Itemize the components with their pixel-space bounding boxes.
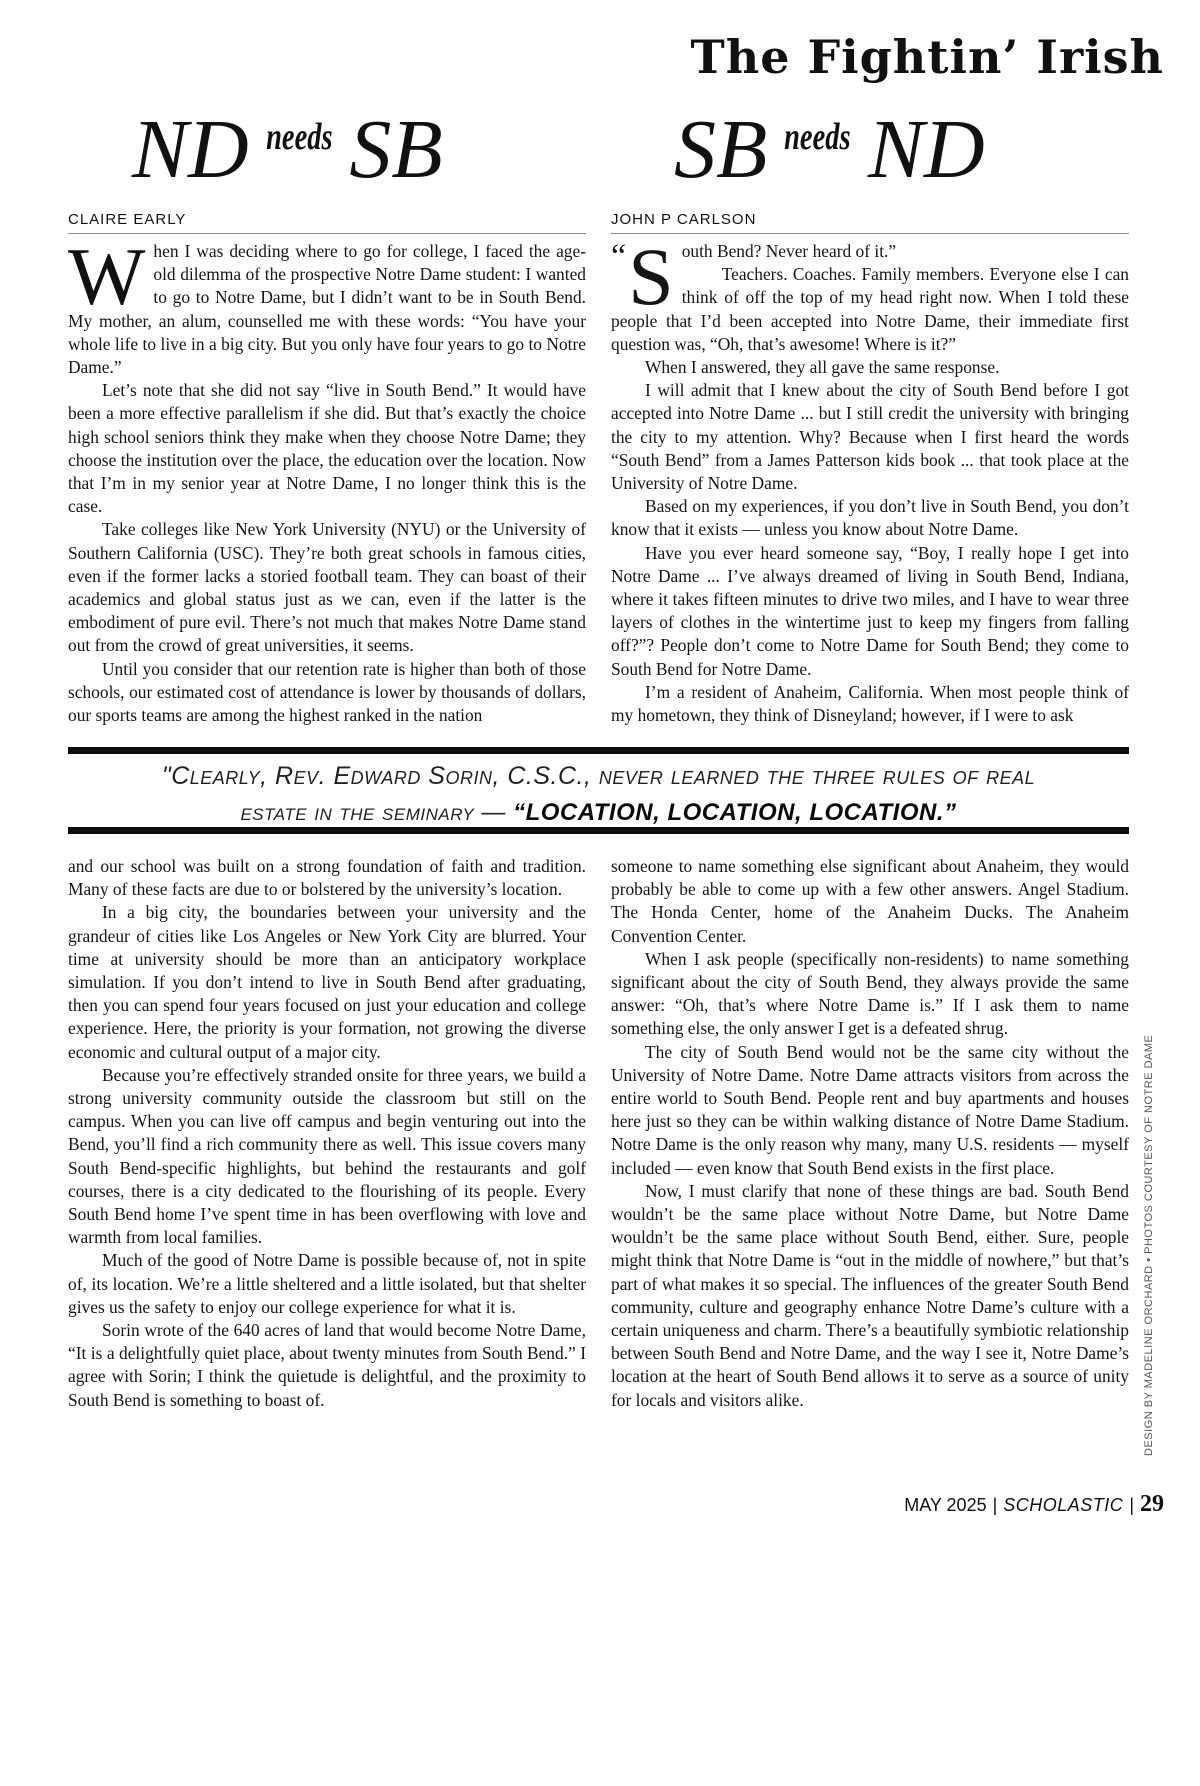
headline-left-b: SB	[349, 103, 443, 196]
paragraph: Based on my experiences, if you don’t live in South Bend, you don’t know that it exists — unless you know about Notre Dame.	[611, 496, 1129, 540]
headline-right-mid: needs	[784, 116, 851, 158]
paragraph: Now, I must clarify that none of these things are bad. South Bend wouldn’t be the same place without Notre Dame, but Notre Dame wouldn’t be the same place without South Bend, either. Sure, people might think that Notre Dame is “out in the middle of nowhere,” but that’s part of what makes it so special. The influences of the greater South Bend community, culture and geography enhance Notre Dame’s culture with a certain uniqueness and charm. There’s a beautifully symbiotic relationship between South Bend and Notre Dame, and the way I see it, Notre Dame’s location at the heart of South Bend allows it to serve as a source of unity for locals and visitors alike.	[611, 1180, 1129, 1410]
article-left-top	[68, 231, 586, 727]
article-right-top	[611, 231, 1129, 727]
paragraph-text: hen I was deciding where to go for college, I faced the age-old dilemma of the prospective Notre Dame student: I wanted to go to Notre Dame, but I didn’t want to be in South Bend. My mother, an alum, counselled me with these words: “You have your whole life to live in a big city. But you only have four years to go to Notre Dame.”	[68, 241, 586, 378]
paragraph-text: Teachers. Coaches. Family members. Everyone else I can think of off the top of my head right now. When I told these people that I’d been accepted into Notre Dame, their immediate first question was, “Oh, that’s awesome! Where is it?”	[611, 264, 1129, 354]
paragraph: I’m a resident of Anaheim, California. When most people think of my hometown, they think of Disneyland; however, if I were to ask	[611, 681, 1129, 726]
pull-quote-line-2	[68, 795, 1129, 830]
paragraph: When I answered, they all gave the same response.	[645, 357, 1000, 378]
paragraph	[611, 231, 1129, 356]
headline-right	[674, 103, 985, 204]
paragraph-text: outh Bend? Never heard of it.”	[681, 241, 897, 261]
page-number: 29	[1140, 1491, 1164, 1517]
paragraph: When I ask people (specifically non-residents) to name something significant about the city of South Bend, they always provide the same answer: “Oh, that’s where Notre Dame is.” If I ask them to name something else, the only answer I get is a defeated shrug.	[611, 948, 1129, 1039]
byline-rule-right	[611, 233, 1129, 234]
photo-credit: DESIGN BY MADELINE ORCHARD • PHOTOS COURTESY OF NOTRE DAME	[1143, 1034, 1155, 1456]
drop-cap: S	[628, 231, 674, 322]
pull-quote-bottom-bar	[68, 827, 1129, 834]
page-footer	[904, 1491, 1164, 1518]
pull-quote-emphasis: “LOCATION, LOCATION, LOCATION.”	[513, 799, 957, 826]
pull-quote-lead: estate in the seminary —	[240, 799, 514, 826]
paragraph: Have you ever heard someone say, “Boy, I really hope I get into Notre Dame ... I’ve always dreamed of living in South Bend, Indiana, where it takes fifteen minutes to drive two miles, and I have to wear three layers of clothes in the wintertime just to keep my fingers from falling off?”? People don’t come to Notre Dame for South Bend; they come to South Bend for Notre Dame.	[611, 542, 1129, 679]
headline-left	[132, 103, 443, 204]
byline-left: CLAIRE EARLY	[68, 211, 187, 228]
paragraph: I will admit that I knew about the city of South Bend before I got accepted into Notre Dame ... but I still credit the university with bringing the city to my attention. Why? Because when I first heard the words “South Bend” from a James Patterson kids book ... that took place at the University of Notre Dame.	[611, 380, 1129, 494]
paragraph: and our school was built on a strong foundation of faith and tradition. Many of these facts are due to or bolstered by the university’s location.	[68, 856, 586, 900]
headline-right-a: SB	[674, 103, 768, 196]
article-right-bottom	[611, 855, 1129, 1412]
article-left-bottom	[68, 855, 586, 1412]
paragraph: Because you’re effectively stranded onsite for three years, we build a strong university community outside the classroom but still on the campus. When you can live off campus and begin venturing out into the Bend, you’ll find a rich community there as well. This issue covers many South Bend-specific highlights, but behind the restaurants and golf courses, there is a city dedicated to the flourishing of its people. Every South Bend home I’ve spent time in has been overflowing with love and warmth from local families.	[68, 1064, 586, 1248]
byline-right: JOHN P CARLSON	[611, 211, 757, 228]
headline-left-mid: needs	[265, 116, 333, 158]
paragraph: Sorin wrote of the 640 acres of land that would become Notre Dame, “It is a delightfully quiet place, about twenty minutes from South Bend.” I agree with Sorin; I think the quietude is delightful, and the proximity to South Bend is something to boast of.	[68, 1320, 586, 1410]
drop-cap: W	[68, 231, 146, 322]
magazine-name: SCHOLASTIC	[1003, 1495, 1124, 1515]
footer-separator: |	[1129, 1495, 1134, 1515]
paragraph: Much of the good of Notre Dame is possible because of, not in spite of, its location. We’re a little sheltered and a little isolated, but that shelter gives us the safety to enjoy our college experience for what it is.	[68, 1250, 586, 1317]
issue-date: MAY 2025	[904, 1495, 987, 1515]
headline-left-a: ND	[132, 103, 249, 196]
open-quote: “	[611, 238, 627, 275]
paragraph	[68, 231, 586, 379]
pull-quote-top-bar	[68, 747, 1129, 754]
footer-separator: |	[992, 1495, 998, 1515]
section-title: The Fightin’ Irish	[690, 30, 1164, 84]
paragraph: Let’s note that she did not say “live in South Bend.” It would have been a more effective parallelism if she did. But that’s exactly the choice high school seniors think they make when they choose Notre Dame; they choose the institution over the place, the education over the location. Now that I’m in my senior year at Notre Dame, I no longer think this is the case.	[68, 380, 586, 517]
byline-rule-left	[68, 233, 586, 234]
paragraph: Until you consider that our retention rate is higher than both of those schools, our estimated cost of attendance is lower by thousands of dollars, our sports teams are among the highest ranked in the nation	[68, 658, 586, 726]
paragraph: Take colleges like New York University (NYU) or the University of Southern California (USC). They’re both great schools in famous cities, even if the former lacks a storied football team. They can boast of their academics and global status just as we can, even if the latter is the embodiment of pure evil. There’s not much that makes Notre Dame stand out from the crowd of great universities, it seems.	[68, 519, 586, 656]
pull-quote-line-1: "Clearly, Rev. Edward Sorin, C.S.C., never learned the three rules of real	[161, 762, 1036, 790]
paragraph: someone to name something else significant about Anaheim, they would probably be able to come up with a few other answers. Angel Stadium. The Honda Center, home of the Anaheim Ducks. The Anaheim Convention Center.	[611, 856, 1129, 946]
paragraph: The city of South Bend would not be the same city without the University of Notre Dame. Notre Dame attracts visitors from across the entire world to South Bend. People rent and buy apartments and houses here just so they can be within walking distance of Notre Dame Stadium. Notre Dame is the only reason why many, many U.S. residents — myself included — even know that South Bend exists in the first place.	[611, 1041, 1129, 1178]
paragraph: In a big city, the boundaries between your university and the grandeur of cities like Los Angeles or New York City are blurred. Your time at university should be more than an anticipatory workplace simulation. If you don’t intend to live in South Bend after graduating, then you can spend four years focused on just your education and college experience. Here, the priority is your formation, not growing the diverse economic and cultural output of a major city.	[68, 902, 586, 1062]
headline-right-b: ND	[867, 103, 985, 196]
